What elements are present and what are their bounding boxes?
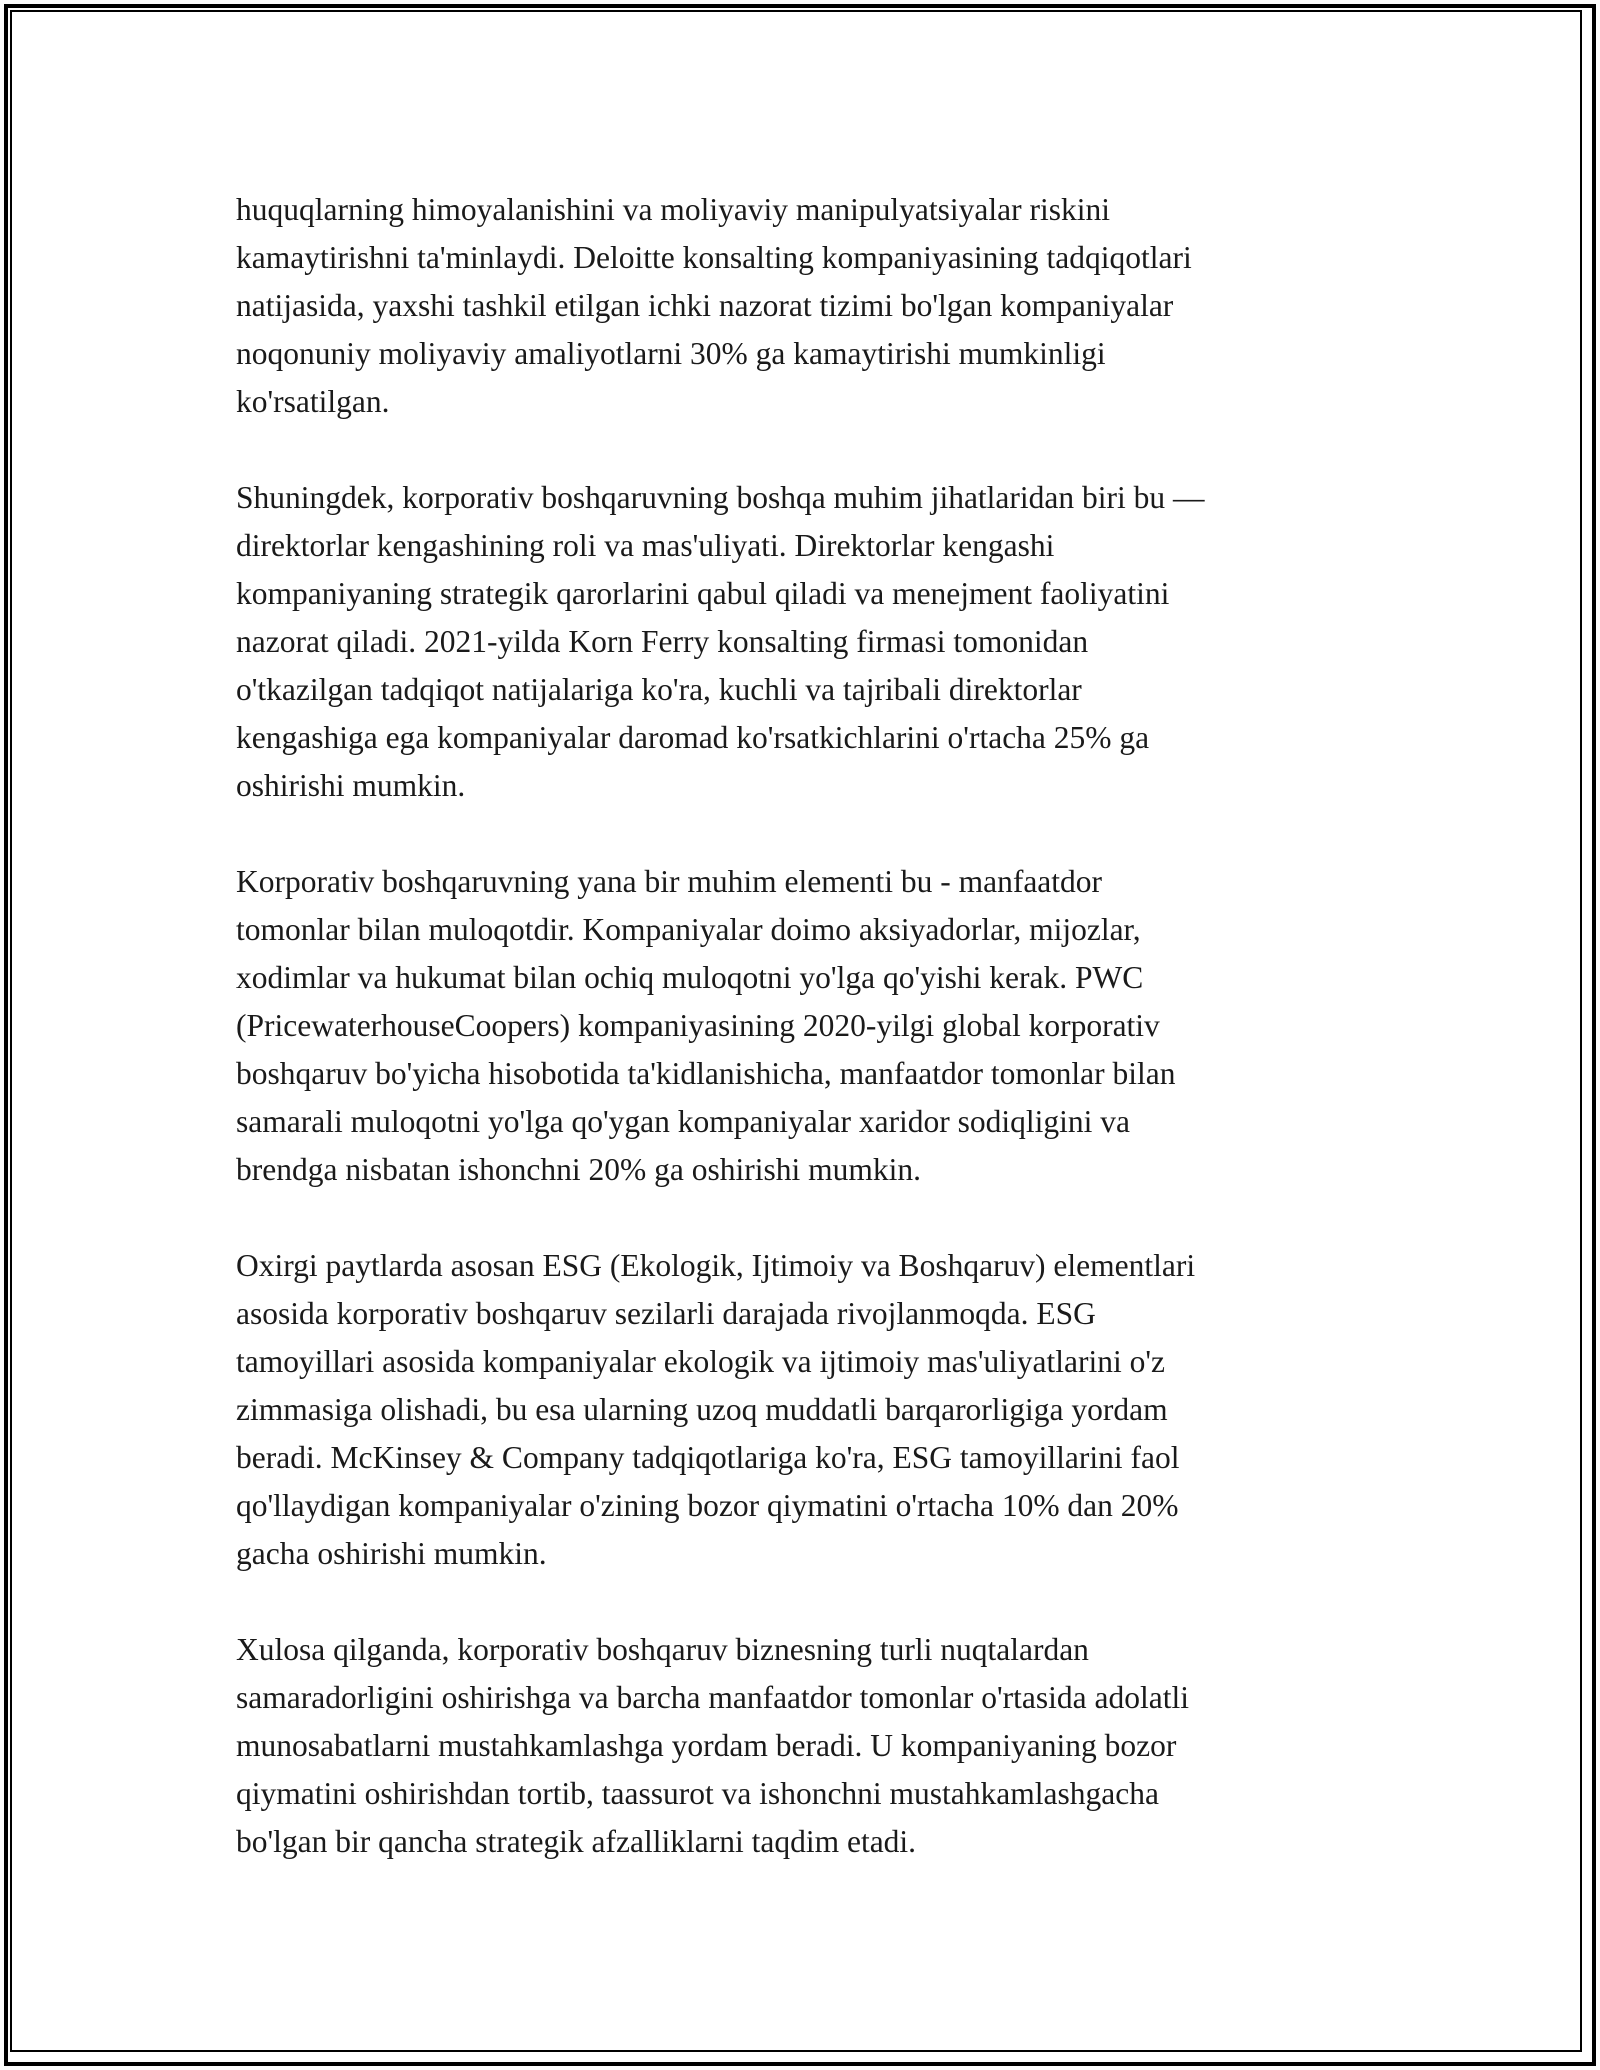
text-line: boshqaruv bo'yicha hisobotida ta'kidlanishicha, manfaatdor tomonlar bilan	[236, 1056, 1176, 1091]
text-line: ko'rsatilgan.	[236, 384, 390, 419]
text-line: Shuningdek, korporativ boshqaruvning boshqa muhim jihatlaridan biri bu —	[236, 480, 1205, 515]
text-line: direktorlar kengashining roli va mas'uliyati. Direktorlar kengashi	[236, 528, 1055, 563]
text-line: noqonuniy moliyaviy amaliyotlarni 30% ga kamaytirishi mumkinligi	[236, 336, 1106, 371]
text-line: samarali muloqotni yo'lga qo'ygan kompaniyalar xaridor sodiqligini va	[236, 1104, 1131, 1139]
text-line: qo'llaydigan kompaniyalar o'zining bozor qiymatini o'rtacha 10% dan 20%	[236, 1488, 1179, 1523]
text-line: o'tkazilgan tadqiqot natijalariga ko'ra, kuchli va tajribali direktorlar	[236, 672, 1082, 707]
text-line: gacha oshirishi mumkin.	[236, 1536, 547, 1571]
text-line: Oxirgi paytlarda asosan ESG (Ekologik, Ijtimoiy va Boshqaruv) elementlari	[236, 1248, 1196, 1283]
text-line: Korporativ boshqaruvning yana bir muhim elementi bu - manfaatdor	[236, 864, 1103, 899]
text-line: kamaytirishni ta'minlaydi. Deloitte konsalting kompaniyasining tadqiqotlari	[236, 240, 1192, 275]
text-line: Xulosa qilganda, korporativ boshqaruv biznesning turli nuqtalardan	[236, 1632, 1089, 1667]
text-line: qiymatini oshirishdan tortib, taassurot va ishonchni mustahkamlashgacha	[236, 1776, 1159, 1811]
text-line: samaradorligini oshirishga va barcha manfaatdor tomonlar o'rtasida adolatli	[236, 1680, 1189, 1715]
paragraph-3	[236, 858, 1376, 1194]
paragraph-4	[236, 1242, 1376, 1578]
paragraph-1	[236, 186, 1376, 426]
text-line: tomonlar bilan muloqotdir. Kompaniyalar doimo aksiyadorlar, mijozlar,	[236, 912, 1141, 947]
text-line: tamoyillari asosida kompaniyalar ekologik va ijtimoiy mas'uliyatlarini o'z	[236, 1344, 1166, 1379]
document-body	[236, 186, 1376, 1914]
text-line: bo'lgan bir qancha strategik afzalliklarni taqdim etadi.	[236, 1824, 917, 1859]
text-line: kompaniyaning strategik qarorlarini qabul qiladi va menejment faoliyatini	[236, 576, 1170, 611]
paragraph-2	[236, 474, 1376, 810]
text-line: zimmasiga olishadi, bu esa ularning uzoq muddatli barqarorligiga yordam	[236, 1392, 1168, 1427]
text-line: xodimlar va hukumat bilan ochiq muloqotni yo'lga qo'yishi kerak. PWC	[236, 960, 1144, 995]
text-line: kengashiga ega kompaniyalar daromad ko'rsatkichlarini o'rtacha 25% ga	[236, 720, 1150, 755]
text-line: brendga nisbatan ishonchni 20% ga oshirishi mumkin.	[236, 1152, 922, 1187]
text-line: beradi. McKinsey & Company tadqiqotlariga ko'ra, ESG tamoyillarini faol	[236, 1440, 1180, 1475]
paragraph-5	[236, 1626, 1376, 1866]
text-line: (PricewaterhouseCoopers) kompaniyasining 2020-yilgi global korporativ	[236, 1008, 1160, 1043]
text-line: munosabatlarni mustahkamlashga yordam beradi. U kompaniyaning bozor	[236, 1728, 1177, 1763]
text-line: natijasida, yaxshi tashkil etilgan ichki nazorat tizimi bo'lgan kompaniyalar	[236, 288, 1174, 323]
text-line: huquqlarning himoyalanishini va moliyaviy manipulyatsiyalar riskini	[236, 192, 1110, 227]
text-line: oshirishi mumkin.	[236, 768, 466, 803]
text-line: asosida korporativ boshqaruv sezilarli darajada rivojlanmoqda. ESG	[236, 1296, 1096, 1331]
text-line: nazorat qiladi. 2021-yilda Korn Ferry konsalting firmasi tomonidan	[236, 624, 1089, 659]
